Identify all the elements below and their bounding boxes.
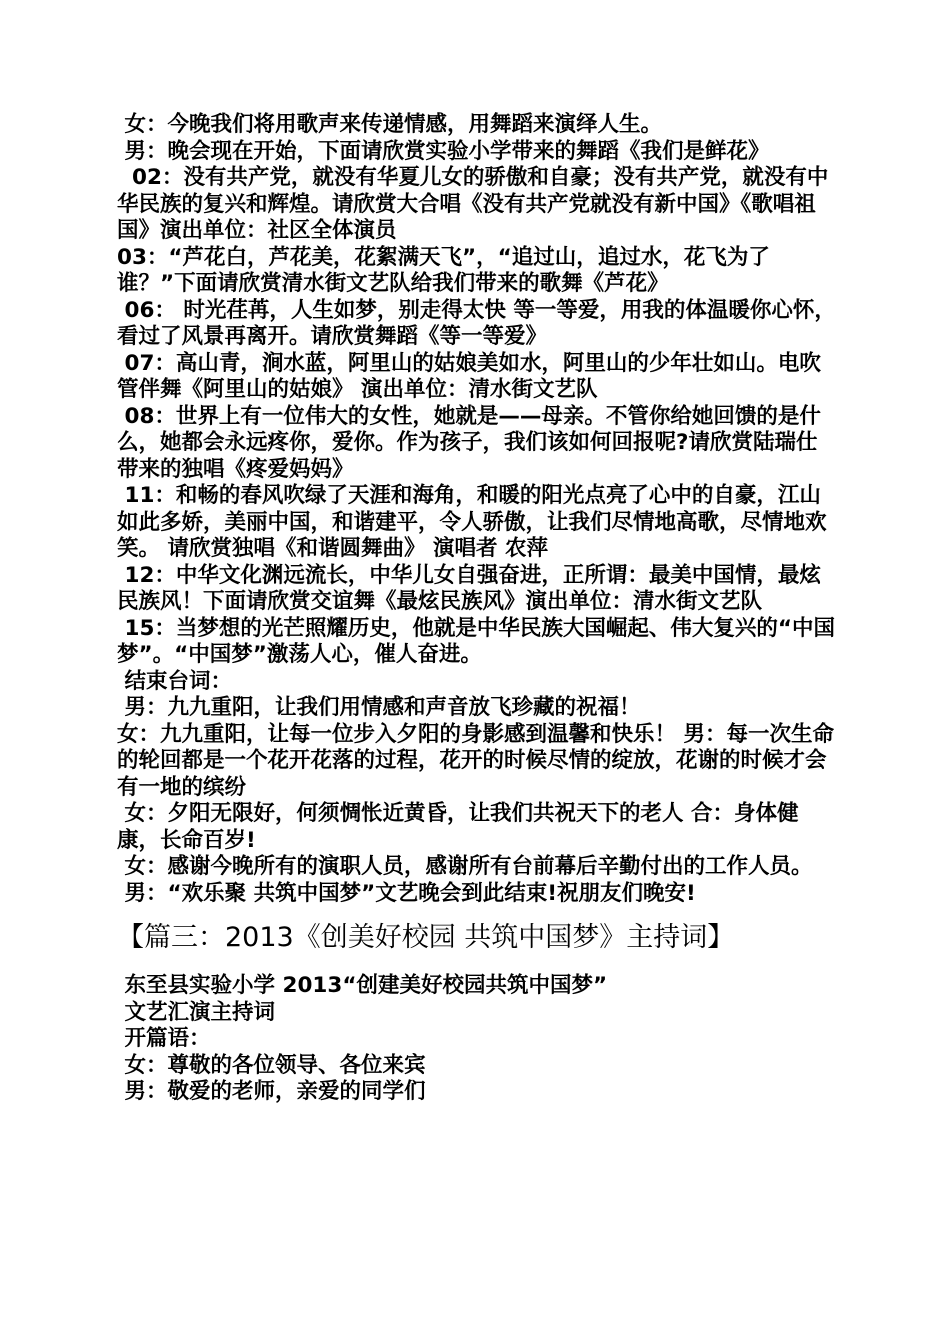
paragraph: 女：夕阳无限好，何须惆怅近黄昏，让我们共祝天下的老人 合：身体健康，长命百岁! — [117, 801, 799, 853]
paragraph: 女：九九重阳，让每一位步入夕阳的身影感到温馨和快乐！ 男：每一次生命的轮回都是一个花开花落的过程，花开的时候尽情的绽放，花谢的时候才会有一地的缤纷 — [117, 721, 834, 800]
paragraph: 男：敬爱的老师，亲爱的同学们 — [117, 1079, 426, 1104]
paragraph: 15：当梦想的光芒照耀历史，他就是中华民族大国崛起、伟大复兴的“中国梦”。“中国梦”激荡人心，催人奋进。 — [117, 615, 836, 667]
paragraph: 男：“欢乐聚 共筑中国梦”文艺晚会到此结束!祝朋友们晚安! — [117, 880, 696, 906]
paragraph: 11：和畅的春风吹绿了天涯和海角，和暖的阳光点亮了心中的自豪，江山如此多娇，美丽中国，和谐建平，令人骄傲，让我们尽情地高歌，尽情地欢笑。 请欣赏独唱《和谐圆舞曲》 演唱者 农萍 — [117, 483, 827, 561]
paragraph: 07：高山青，涧水蓝，阿里山的姑娘美如水，阿里山的少年壮如山。电吹管伴舞《阿里山的姑娘》 演出单位：清水街文艺队 — [117, 350, 821, 402]
section-heading: 【篇三：2013《创美好校园 共筑中国梦》主持词】 — [117, 922, 735, 953]
paragraph: 开篇语： — [117, 1026, 211, 1051]
paragraph: 08：世界上有一位伟大的女性，她就是——母亲。不管你给她回馈的是什么，她都会永远疼你，爱你。作为孩子，我们该如何回报呢?请欣赏陆瑞仕带来的独唱《疼爱妈妈》 — [117, 403, 821, 482]
paragraph: 女：感谢今晚所有的演职人员，感谢所有台前幕后辛勤付出的工作人员。 — [117, 854, 813, 879]
paragraph: 女：今晚我们将用歌声来传递情感，用舞蹈来演绎人生。 — [117, 112, 663, 137]
paragraph: 12：中华文化渊远流长，中华儿女自强奋进，正所谓：最美中国情，最炫民族风！下面请欣赏交谊舞《最炫民族风》演出单位：清水街文艺队 — [117, 562, 821, 614]
paragraph: 06： 时光荏苒，人生如梦，别走得太快 等一等爱，用我的体温暖你心怀，看过了风景再离开。请欣赏舞蹈《等一等爱》 — [117, 297, 836, 349]
paragraph: 文艺汇演主持词 — [117, 999, 276, 1025]
paragraph: 02：没有共产党，就没有华夏儿女的骄傲和自豪；没有共产党，就没有中华民族的复兴和辉煌。请欣赏大合唱《没有共产党就没有新中国》《歌唱祖国》演出单位：社区全体演员 — [117, 165, 829, 243]
document-body — [117, 112, 837, 1106]
paragraph: 03：“芦花白，芦花美，花絮满天飞”，“追过山，追过水，花飞为了谁？”下面请欣赏清水街文艺队给我们带来的歌舞《芦花》 — [117, 244, 770, 296]
paragraph: 男：晚会现在开始，下面请欣赏实验小学带来的舞蹈《我们是鲜花》 — [117, 138, 770, 164]
paragraph: 女：尊敬的各位领导、各位来宾 — [117, 1052, 426, 1078]
paragraph: 结束台词： — [117, 668, 233, 694]
paragraph: 男：九九重阳，让我们用情感和声音放飞珍藏的祝福！ — [117, 695, 641, 720]
paragraph: 东至县实验小学 2013“创建美好校园共筑中国梦” — [117, 973, 608, 998]
